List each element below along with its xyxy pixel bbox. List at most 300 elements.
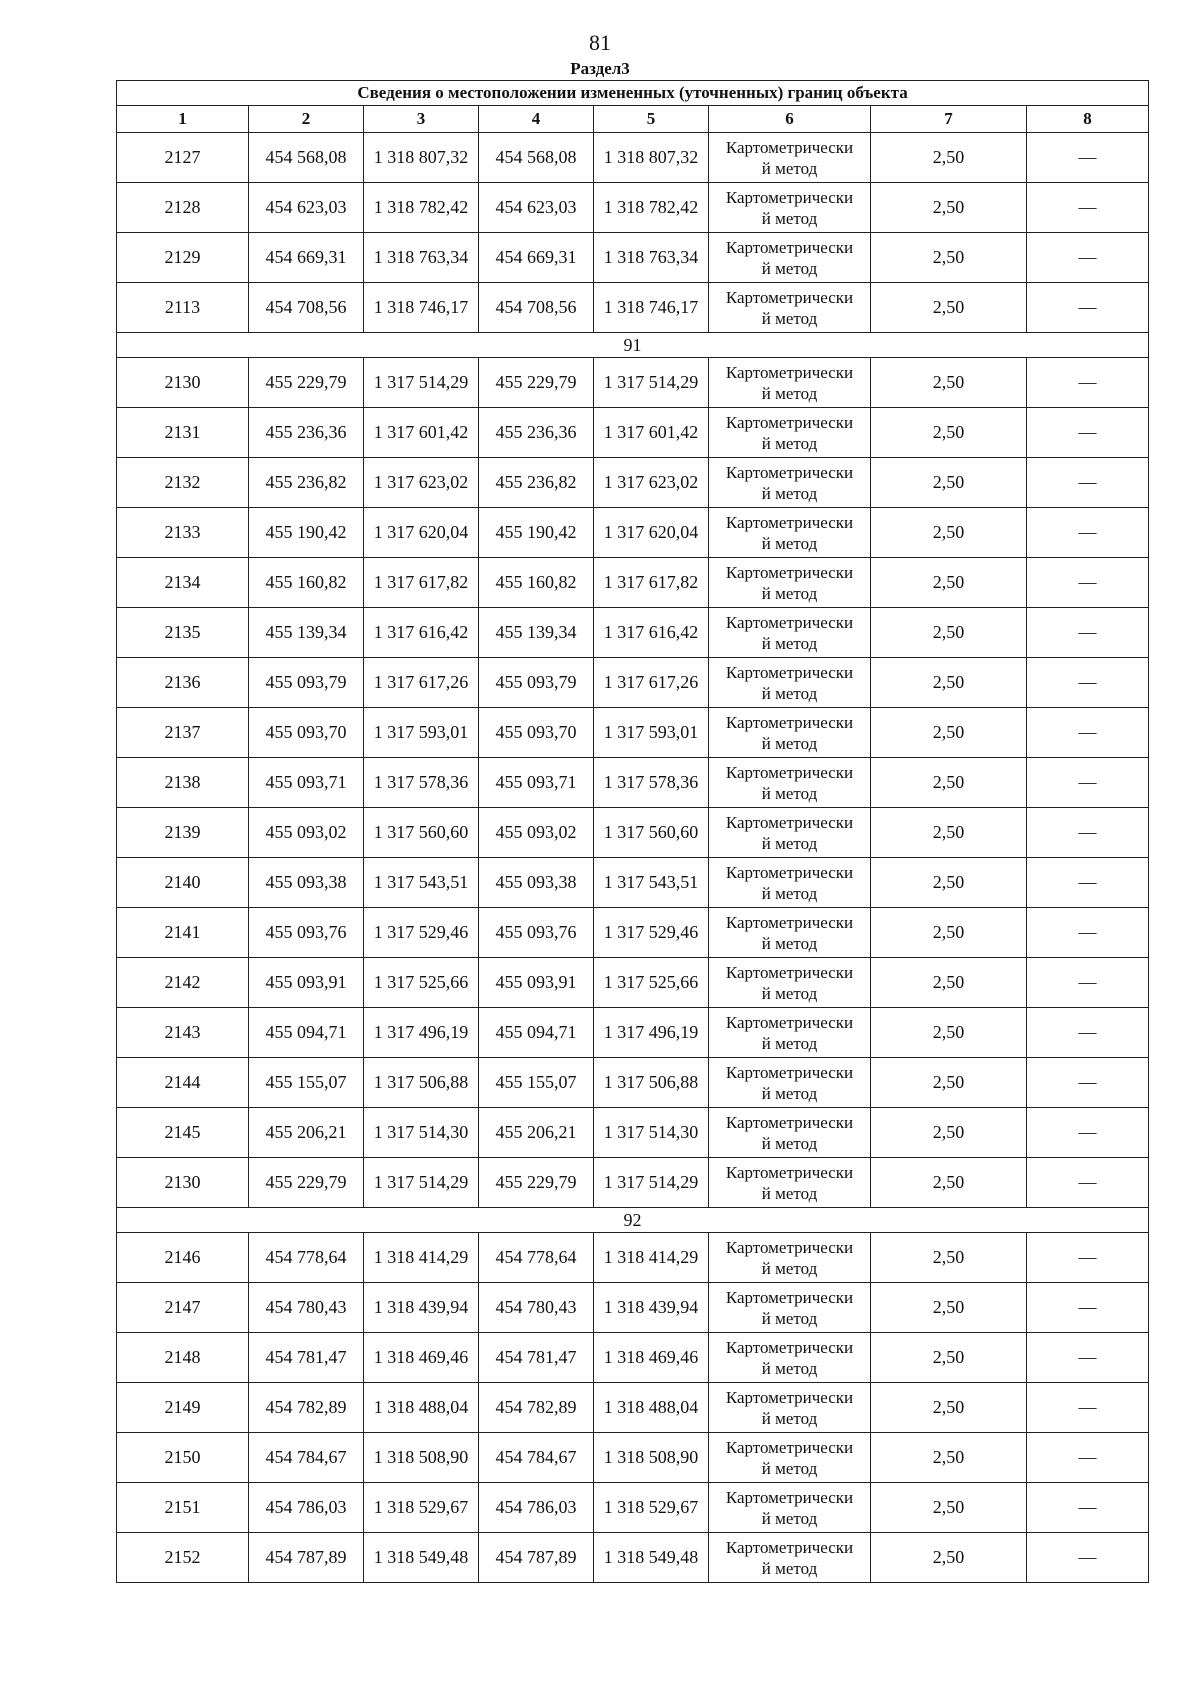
description: —	[1027, 608, 1149, 658]
existing-x: 454 669,31	[249, 233, 364, 283]
description: —	[1027, 1333, 1149, 1383]
new-y: 1 317 593,01	[594, 708, 709, 758]
table-row	[117, 1158, 1149, 1208]
description: —	[1027, 1533, 1149, 1583]
existing-y: 1 317 560,60	[364, 808, 479, 858]
method-line1: Картометрически	[725, 412, 854, 432]
column-number: 5	[594, 106, 709, 133]
new-y: 1 317 578,36	[594, 758, 709, 808]
method-line2: й метод	[761, 258, 818, 278]
point-number: 2130	[117, 358, 249, 408]
table-row	[117, 708, 1149, 758]
method-cell	[709, 858, 871, 908]
method-line2: й метод	[761, 1083, 818, 1103]
description: —	[1027, 908, 1149, 958]
table-row	[117, 1108, 1149, 1158]
table-caption: Сведения о местоположении измененных (уточненных) границ объекта	[117, 81, 1149, 106]
method-line1: Картометрически	[725, 1012, 854, 1032]
method-line1: Картометрически	[725, 1537, 854, 1557]
existing-x: 454 623,03	[249, 183, 364, 233]
accuracy: 2,50	[871, 283, 1027, 333]
table-row	[117, 858, 1149, 908]
new-x: 455 093,79	[479, 658, 594, 708]
existing-y: 1 317 496,19	[364, 1008, 479, 1058]
accuracy: 2,50	[871, 1108, 1027, 1158]
new-y: 1 318 529,67	[594, 1483, 709, 1533]
method-cell	[709, 1008, 871, 1058]
accuracy: 2,50	[871, 558, 1027, 608]
point-number: 2128	[117, 183, 249, 233]
table-row	[117, 1433, 1149, 1483]
description: —	[1027, 808, 1149, 858]
accuracy: 2,50	[871, 1483, 1027, 1533]
description: —	[1027, 408, 1149, 458]
new-y: 1 317 525,66	[594, 958, 709, 1008]
method-cell	[709, 708, 871, 758]
existing-x: 455 093,91	[249, 958, 364, 1008]
table-row	[117, 1533, 1149, 1583]
table-row	[117, 808, 1149, 858]
method-line1: Картометрически	[725, 1287, 854, 1307]
new-x: 454 708,56	[479, 283, 594, 333]
new-x: 454 786,03	[479, 1483, 594, 1533]
table-row	[117, 283, 1149, 333]
existing-y: 1 318 807,32	[364, 133, 479, 183]
existing-y: 1 317 506,88	[364, 1058, 479, 1108]
point-number: 2144	[117, 1058, 249, 1108]
accuracy: 2,50	[871, 608, 1027, 658]
accuracy: 2,50	[871, 708, 1027, 758]
new-x: 455 093,71	[479, 758, 594, 808]
point-number: 2150	[117, 1433, 249, 1483]
column-number-row	[117, 106, 1149, 133]
method-line1: Картометрически	[725, 962, 854, 982]
accuracy: 2,50	[871, 958, 1027, 1008]
method-line2: й метод	[761, 1183, 818, 1203]
point-number: 2151	[117, 1483, 249, 1533]
existing-x: 455 093,02	[249, 808, 364, 858]
method-line2: й метод	[761, 533, 818, 553]
method-line1: Картометрически	[725, 1387, 854, 1407]
existing-x: 455 236,82	[249, 458, 364, 508]
new-x: 455 093,76	[479, 908, 594, 958]
page-number: 81	[589, 30, 611, 55]
new-y: 1 317 623,02	[594, 458, 709, 508]
description: —	[1027, 1158, 1149, 1208]
accuracy: 2,50	[871, 1383, 1027, 1433]
new-x: 455 093,91	[479, 958, 594, 1008]
table-row	[117, 133, 1149, 183]
method-cell	[709, 908, 871, 958]
method-line1: Картометрически	[725, 1337, 854, 1357]
existing-x: 454 787,89	[249, 1533, 364, 1583]
method-cell	[709, 958, 871, 1008]
new-x: 455 139,34	[479, 608, 594, 658]
new-y: 1 317 616,42	[594, 608, 709, 658]
existing-x: 454 708,56	[249, 283, 364, 333]
accuracy: 2,50	[871, 1433, 1027, 1483]
existing-x: 454 782,89	[249, 1383, 364, 1433]
existing-x: 454 786,03	[249, 1483, 364, 1533]
point-number: 2137	[117, 708, 249, 758]
method-cell	[709, 133, 871, 183]
method-line2: й метод	[761, 1133, 818, 1153]
table-row	[117, 1008, 1149, 1058]
table-row	[117, 958, 1149, 1008]
coordinates-table	[116, 80, 1149, 1583]
existing-x: 455 093,70	[249, 708, 364, 758]
point-number: 2147	[117, 1283, 249, 1333]
new-x: 455 155,07	[479, 1058, 594, 1108]
method-line2: й метод	[761, 1033, 818, 1053]
existing-x: 455 190,42	[249, 508, 364, 558]
method-cell	[709, 1233, 871, 1283]
new-y: 1 317 514,30	[594, 1108, 709, 1158]
method-line1: Картометрически	[725, 762, 854, 782]
existing-y: 1 317 623,02	[364, 458, 479, 508]
existing-y: 1 317 593,01	[364, 708, 479, 758]
table-body	[117, 133, 1149, 1583]
column-number: 4	[479, 106, 594, 133]
column-number: 6	[709, 106, 871, 133]
method-cell	[709, 1283, 871, 1333]
table-row	[117, 1233, 1149, 1283]
method-line1: Картометрически	[725, 812, 854, 832]
existing-x: 455 093,76	[249, 908, 364, 958]
new-x: 454 568,08	[479, 133, 594, 183]
method-cell	[709, 458, 871, 508]
point-number: 2113	[117, 283, 249, 333]
existing-y: 1 317 617,82	[364, 558, 479, 608]
column-number: 2	[249, 106, 364, 133]
description: —	[1027, 1383, 1149, 1433]
existing-x: 455 160,82	[249, 558, 364, 608]
new-x: 454 784,67	[479, 1433, 594, 1483]
existing-y: 1 317 514,29	[364, 1158, 479, 1208]
new-x: 455 236,36	[479, 408, 594, 458]
point-number: 2129	[117, 233, 249, 283]
new-y: 1 317 617,82	[594, 558, 709, 608]
new-y: 1 318 439,94	[594, 1283, 709, 1333]
existing-x: 455 094,71	[249, 1008, 364, 1058]
method-line2: й метод	[761, 1258, 818, 1278]
new-y: 1 317 620,04	[594, 508, 709, 558]
section-label: Раздел3	[570, 59, 630, 78]
description: —	[1027, 458, 1149, 508]
point-number: 2133	[117, 508, 249, 558]
table-row	[117, 658, 1149, 708]
method-line1: Картометрически	[725, 1437, 854, 1457]
existing-y: 1 317 620,04	[364, 508, 479, 558]
accuracy: 2,50	[871, 508, 1027, 558]
table-row	[117, 1383, 1149, 1433]
existing-y: 1 318 439,94	[364, 1283, 479, 1333]
existing-y: 1 318 549,48	[364, 1533, 479, 1583]
description: —	[1027, 758, 1149, 808]
accuracy: 2,50	[871, 1533, 1027, 1583]
accuracy: 2,50	[871, 1283, 1027, 1333]
method-cell	[709, 1333, 871, 1383]
method-cell	[709, 1433, 871, 1483]
accuracy: 2,50	[871, 908, 1027, 958]
existing-y: 1 317 529,46	[364, 908, 479, 958]
method-line2: й метод	[761, 208, 818, 228]
existing-y: 1 318 488,04	[364, 1383, 479, 1433]
method-cell	[709, 283, 871, 333]
method-line2: й метод	[761, 633, 818, 653]
new-y: 1 317 617,26	[594, 658, 709, 708]
method-cell	[709, 1383, 871, 1433]
method-line2: й метод	[761, 1508, 818, 1528]
new-y: 1 317 560,60	[594, 808, 709, 858]
existing-y: 1 318 763,34	[364, 233, 479, 283]
description: —	[1027, 1233, 1149, 1283]
method-line2: й метод	[761, 1408, 818, 1428]
method-line1: Картометрически	[725, 187, 854, 207]
point-number: 2141	[117, 908, 249, 958]
existing-x: 454 781,47	[249, 1333, 364, 1383]
method-line1: Картометрически	[725, 912, 854, 932]
description: —	[1027, 658, 1149, 708]
new-y: 1 317 514,29	[594, 1158, 709, 1208]
new-y: 1 318 763,34	[594, 233, 709, 283]
new-y: 1 318 414,29	[594, 1233, 709, 1283]
method-line2: й метод	[761, 683, 818, 703]
method-line1: Картометрически	[725, 1237, 854, 1257]
method-cell	[709, 1108, 871, 1158]
method-line1: Картометрически	[725, 562, 854, 582]
table-row	[117, 1333, 1149, 1383]
new-x: 455 093,38	[479, 858, 594, 908]
accuracy: 2,50	[871, 183, 1027, 233]
method-cell	[709, 758, 871, 808]
description: —	[1027, 958, 1149, 1008]
point-number: 2140	[117, 858, 249, 908]
new-x: 454 787,89	[479, 1533, 594, 1583]
existing-y: 1 318 508,90	[364, 1433, 479, 1483]
accuracy: 2,50	[871, 658, 1027, 708]
new-x: 455 236,82	[479, 458, 594, 508]
new-x: 454 623,03	[479, 183, 594, 233]
existing-x: 455 206,21	[249, 1108, 364, 1158]
new-y: 1 318 469,46	[594, 1333, 709, 1383]
method-line1: Картометрически	[725, 862, 854, 882]
existing-y: 1 317 601,42	[364, 408, 479, 458]
description: —	[1027, 558, 1149, 608]
table-row	[117, 233, 1149, 283]
method-line1: Картометрически	[725, 712, 854, 732]
new-x: 454 782,89	[479, 1383, 594, 1433]
method-line2: й метод	[761, 983, 818, 1003]
contour-number: 92	[117, 1208, 1149, 1233]
accuracy: 2,50	[871, 1158, 1027, 1208]
point-number: 2143	[117, 1008, 249, 1058]
description: —	[1027, 233, 1149, 283]
method-line1: Картометрически	[725, 1487, 854, 1507]
existing-y: 1 317 578,36	[364, 758, 479, 808]
new-y: 1 317 496,19	[594, 1008, 709, 1058]
table-row	[117, 1483, 1149, 1533]
accuracy: 2,50	[871, 358, 1027, 408]
new-x: 455 093,02	[479, 808, 594, 858]
table-row	[117, 1058, 1149, 1108]
method-line2: й метод	[761, 433, 818, 453]
method-cell	[709, 1158, 871, 1208]
new-x: 454 778,64	[479, 1233, 594, 1283]
existing-x: 455 093,38	[249, 858, 364, 908]
existing-y: 1 317 543,51	[364, 858, 479, 908]
new-x: 455 229,79	[479, 358, 594, 408]
method-line1: Картометрически	[725, 237, 854, 257]
existing-y: 1 318 414,29	[364, 1233, 479, 1283]
method-line2: й метод	[761, 733, 818, 753]
existing-x: 454 780,43	[249, 1283, 364, 1333]
method-cell	[709, 1058, 871, 1108]
description: —	[1027, 183, 1149, 233]
contour-row	[117, 1208, 1149, 1233]
method-cell	[709, 658, 871, 708]
point-number: 2135	[117, 608, 249, 658]
method-line2: й метод	[761, 308, 818, 328]
method-line1: Картометрически	[725, 1112, 854, 1132]
point-number: 2149	[117, 1383, 249, 1433]
description: —	[1027, 1108, 1149, 1158]
column-number: 1	[117, 106, 249, 133]
new-x: 455 093,70	[479, 708, 594, 758]
existing-x: 455 229,79	[249, 1158, 364, 1208]
accuracy: 2,50	[871, 858, 1027, 908]
point-number: 2148	[117, 1333, 249, 1383]
existing-y: 1 317 525,66	[364, 958, 479, 1008]
accuracy: 2,50	[871, 1008, 1027, 1058]
accuracy: 2,50	[871, 1333, 1027, 1383]
table-row	[117, 408, 1149, 458]
contour-row	[117, 333, 1149, 358]
existing-y: 1 318 529,67	[364, 1483, 479, 1533]
existing-y: 1 317 616,42	[364, 608, 479, 658]
description: —	[1027, 1058, 1149, 1108]
new-y: 1 318 746,17	[594, 283, 709, 333]
method-line1: Картометрически	[725, 462, 854, 482]
method-line2: й метод	[761, 483, 818, 503]
new-y: 1 317 506,88	[594, 1058, 709, 1108]
existing-x: 455 093,79	[249, 658, 364, 708]
method-line1: Картометрически	[725, 137, 854, 157]
method-cell	[709, 1483, 871, 1533]
accuracy: 2,50	[871, 233, 1027, 283]
column-number: 3	[364, 106, 479, 133]
new-x: 454 780,43	[479, 1283, 594, 1333]
table-row	[117, 358, 1149, 408]
method-line2: й метод	[761, 933, 818, 953]
point-number: 2131	[117, 408, 249, 458]
point-number: 2145	[117, 1108, 249, 1158]
method-line2: й метод	[761, 158, 818, 178]
method-cell	[709, 808, 871, 858]
accuracy: 2,50	[871, 758, 1027, 808]
column-number: 7	[871, 106, 1027, 133]
point-number: 2139	[117, 808, 249, 858]
existing-x: 454 568,08	[249, 133, 364, 183]
method-line2: й метод	[761, 883, 818, 903]
description: —	[1027, 858, 1149, 908]
new-y: 1 318 549,48	[594, 1533, 709, 1583]
description: —	[1027, 358, 1149, 408]
existing-x: 455 236,36	[249, 408, 364, 458]
new-x: 455 190,42	[479, 508, 594, 558]
method-line2: й метод	[761, 1358, 818, 1378]
table-row	[117, 558, 1149, 608]
table-row	[117, 608, 1149, 658]
method-line2: й метод	[761, 1558, 818, 1578]
method-cell	[709, 608, 871, 658]
table-row	[117, 908, 1149, 958]
method-line2: й метод	[761, 833, 818, 853]
description: —	[1027, 283, 1149, 333]
existing-y: 1 317 514,29	[364, 358, 479, 408]
method-line2: й метод	[761, 583, 818, 603]
accuracy: 2,50	[871, 133, 1027, 183]
new-x: 455 206,21	[479, 1108, 594, 1158]
table-row	[117, 758, 1149, 808]
point-number: 2146	[117, 1233, 249, 1283]
contour-number: 91	[117, 333, 1149, 358]
point-number: 2130	[117, 1158, 249, 1208]
point-number: 2127	[117, 133, 249, 183]
method-line1: Картометрически	[725, 1162, 854, 1182]
new-y: 1 318 782,42	[594, 183, 709, 233]
method-line2: й метод	[761, 783, 818, 803]
method-cell	[709, 183, 871, 233]
accuracy: 2,50	[871, 808, 1027, 858]
point-number: 2132	[117, 458, 249, 508]
point-number: 2136	[117, 658, 249, 708]
existing-x: 455 229,79	[249, 358, 364, 408]
column-number: 8	[1027, 106, 1149, 133]
description: —	[1027, 1433, 1149, 1483]
method-line1: Картометрически	[725, 612, 854, 632]
method-line2: й метод	[761, 383, 818, 403]
existing-x: 454 778,64	[249, 1233, 364, 1283]
existing-y: 1 318 469,46	[364, 1333, 479, 1383]
new-y: 1 317 543,51	[594, 858, 709, 908]
new-x: 455 229,79	[479, 1158, 594, 1208]
existing-x: 454 784,67	[249, 1433, 364, 1483]
description: —	[1027, 508, 1149, 558]
existing-x: 455 155,07	[249, 1058, 364, 1108]
new-y: 1 318 807,32	[594, 133, 709, 183]
method-line2: й метод	[761, 1308, 818, 1328]
new-y: 1 318 488,04	[594, 1383, 709, 1433]
accuracy: 2,50	[871, 458, 1027, 508]
method-line1: Картометрически	[725, 287, 854, 307]
new-y: 1 317 529,46	[594, 908, 709, 958]
new-y: 1 317 601,42	[594, 408, 709, 458]
new-x: 454 781,47	[479, 1333, 594, 1383]
new-x: 454 669,31	[479, 233, 594, 283]
accuracy: 2,50	[871, 1058, 1027, 1108]
point-number: 2142	[117, 958, 249, 1008]
existing-y: 1 318 782,42	[364, 183, 479, 233]
description: —	[1027, 708, 1149, 758]
method-line1: Картометрически	[725, 512, 854, 532]
method-line1: Картометрически	[725, 662, 854, 682]
existing-y: 1 317 617,26	[364, 658, 479, 708]
method-cell	[709, 358, 871, 408]
existing-y: 1 317 514,30	[364, 1108, 479, 1158]
method-cell	[709, 233, 871, 283]
table-row	[117, 1283, 1149, 1333]
